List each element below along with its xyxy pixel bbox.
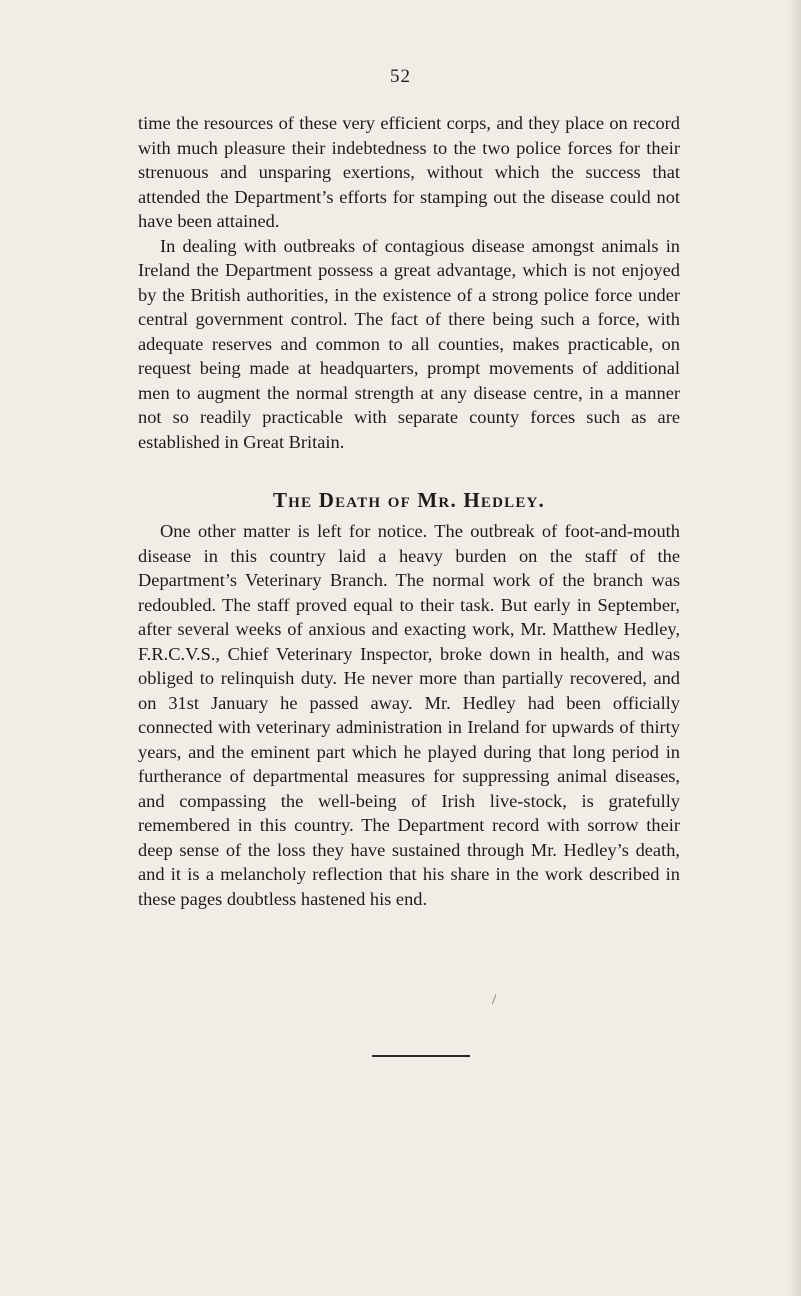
closing-rule [372, 1055, 470, 1057]
paragraph-police-thanks: time the resources of these very efficient corps, and they place on record with much pleasure their indebtedness to the two police forces for their strenuous and unsparing exertions, without which the success that attended the Department’s efforts for stamping out the disease could not have been attained. [138, 113, 680, 231]
paragraph-hedley-death: One other matter is left for notice. The outbreak of foot-and-mouth disease in this country laid a heavy burden on the staff of the Department’s Veterinary Branch. The normal work of the branch was redoubled. The staff proved equal to their task. But early in September, after several weeks of anxious and exacting work, Mr. Matthew Hedley, F.R.C.V.S., Chief Veterinary Inspector, broke down in health, and was obliged to relinquish duty. He never more than partially recovered, and on 31st January he passed away. Mr. Hedley had been officially connected with veterinary administration in Ireland for upwards of thirty years, and the eminent part which he played during that long period in furtherance of departmental measures for suppressing animal diseases, and compassing the well-being of Irish live-stock, is gratefully remembered in this country. The Department record with sorrow their deep sense of the loss they have sustained through Mr. Hedley’s death, and it is a melancholy reflection that his share in the work described in these pages doubtless hastened his end. [138, 521, 680, 909]
section-heading: The Death of Mr. Hedley. [272, 488, 546, 512]
paragraph-police-advantage: In dealing with outbreaks of contagious disease amongst animals in Ireland the Department possess a great advantage, which is not enjoyed by the British authorities, in the existence of a strong police force under central government control. The fact of there being such a force, with adequate reserves and common to all counties, makes practicable, on request being made at headquarters, prompt movements of additional men to augment the normal strength at any disease centre, in a manner not so readily practicable with separate county forces such as are established in Great Britain. [138, 235, 680, 452]
stray-pencil-mark: / [492, 992, 497, 1008]
text-column [138, 111, 680, 911]
page-number: 52 [390, 66, 411, 87]
page-edge-shadow [787, 0, 801, 1296]
